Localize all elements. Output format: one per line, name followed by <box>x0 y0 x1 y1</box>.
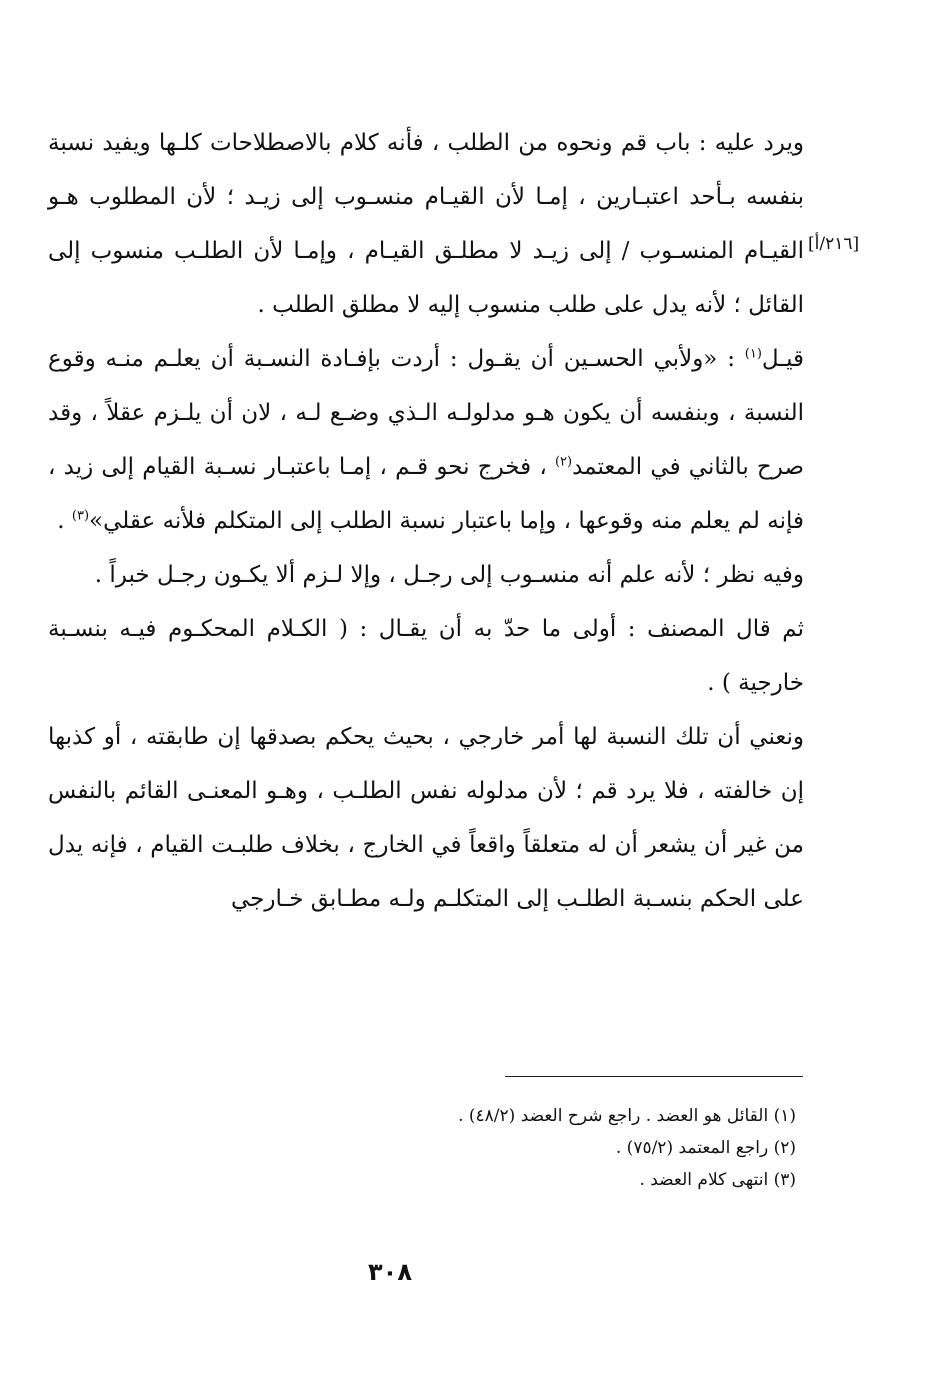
footnote-3: (٣) انتهى كلام العضد . <box>639 1170 796 1190</box>
paragraph-2-part-c: ، فخرج نحو قـم ، إمـا باعتبـار نسـبة القيام إلى زيد ، فإنه لم يعلم منه وقوعها ، وإما باعتبار نسبة الطلب إلى المتكلم فلأنه عقلي» <box>48 454 804 534</box>
footnote-ref-1: (١) <box>744 346 762 362</box>
paragraph-1: ويرد عليه : باب قم ونحوه من الطلب ، فأنه كلام بالاصطلاحات كلـها ويفيد نسبة بنفسه بـأحد اعتبـارين ، إمـا لأن القيـام منسـوب إلى زيـد ؛ لأن المطلوب هـو القيـام المنسـوب / إلى زيـد لا مطلـق القيـام ، وإمـا لأن الطلـب منسوب إلى القائل ؛ لأنه يدل على طلب منسوب إليه لا مطلق الطلب . <box>48 130 804 318</box>
paragraph-2-part-b: : «ولأبي الحسـين أن يقـول : أردت بإفـادة النسـبة أن يعلـم منـه وقوع النسبة ، وبنفسه أن يكون هـو مدلولـه الـذي وضـع لـه ، لان أن يلـزم عقلاً ، وقد صرح بالثاني في المعتمد <box>48 346 804 480</box>
main-text <box>48 116 804 926</box>
paragraph-4: ثم قال المصنف : أولى ما حدّ به أن يقـال : ( الكـلام المحكـوم فيـه بنسـبة خارجية ) . <box>48 616 804 696</box>
page-number: ٣٠٨ <box>368 1258 412 1286</box>
footnote-ref-2: (٢) <box>554 454 573 470</box>
footnote-ref-3: (٣) <box>71 508 90 524</box>
footnote-2: (٢) راجع المعتمد (٧٥/٢) . <box>615 1138 796 1158</box>
footnote-separator <box>505 1076 803 1077</box>
footnotes <box>300 1100 796 1196</box>
paragraph-5: ونعني أن تلك النسبة لها أمر خارجي ، بحيث يحكم بصدقها إن طابقته ، أو كذبها إن خالفته ، فلا يرد قم ؛ لأن مدلوله نفس الطلـب ، وهـو المعنـى القائم بالنفس من غير أن يشعر أن له متعلقاً واقعاً في الخارج ، بخلاف طلبـت القيام ، فإنه يدل على الحكم بنسـبة الطلـب إلى المتكلـم ولـه مطـابق خـارجي <box>48 724 804 912</box>
paragraph-2 <box>48 332 804 548</box>
paragraph-3: وفيه نظر ؛ لأنه علم أنه منسـوب إلى رجـل ، وإلا لـزم ألا يكـون رجـل خبراً . <box>94 562 804 588</box>
paragraph-2-part-d: . <box>57 508 72 534</box>
paragraph-2-part-a: قيـل <box>761 346 804 372</box>
marginal-folio-note: [٢١٦/أ] <box>808 234 860 254</box>
footnote-1: (١) القائل هو العضد . راجع شرح العضد (٤٨/٢) . <box>458 1106 796 1126</box>
